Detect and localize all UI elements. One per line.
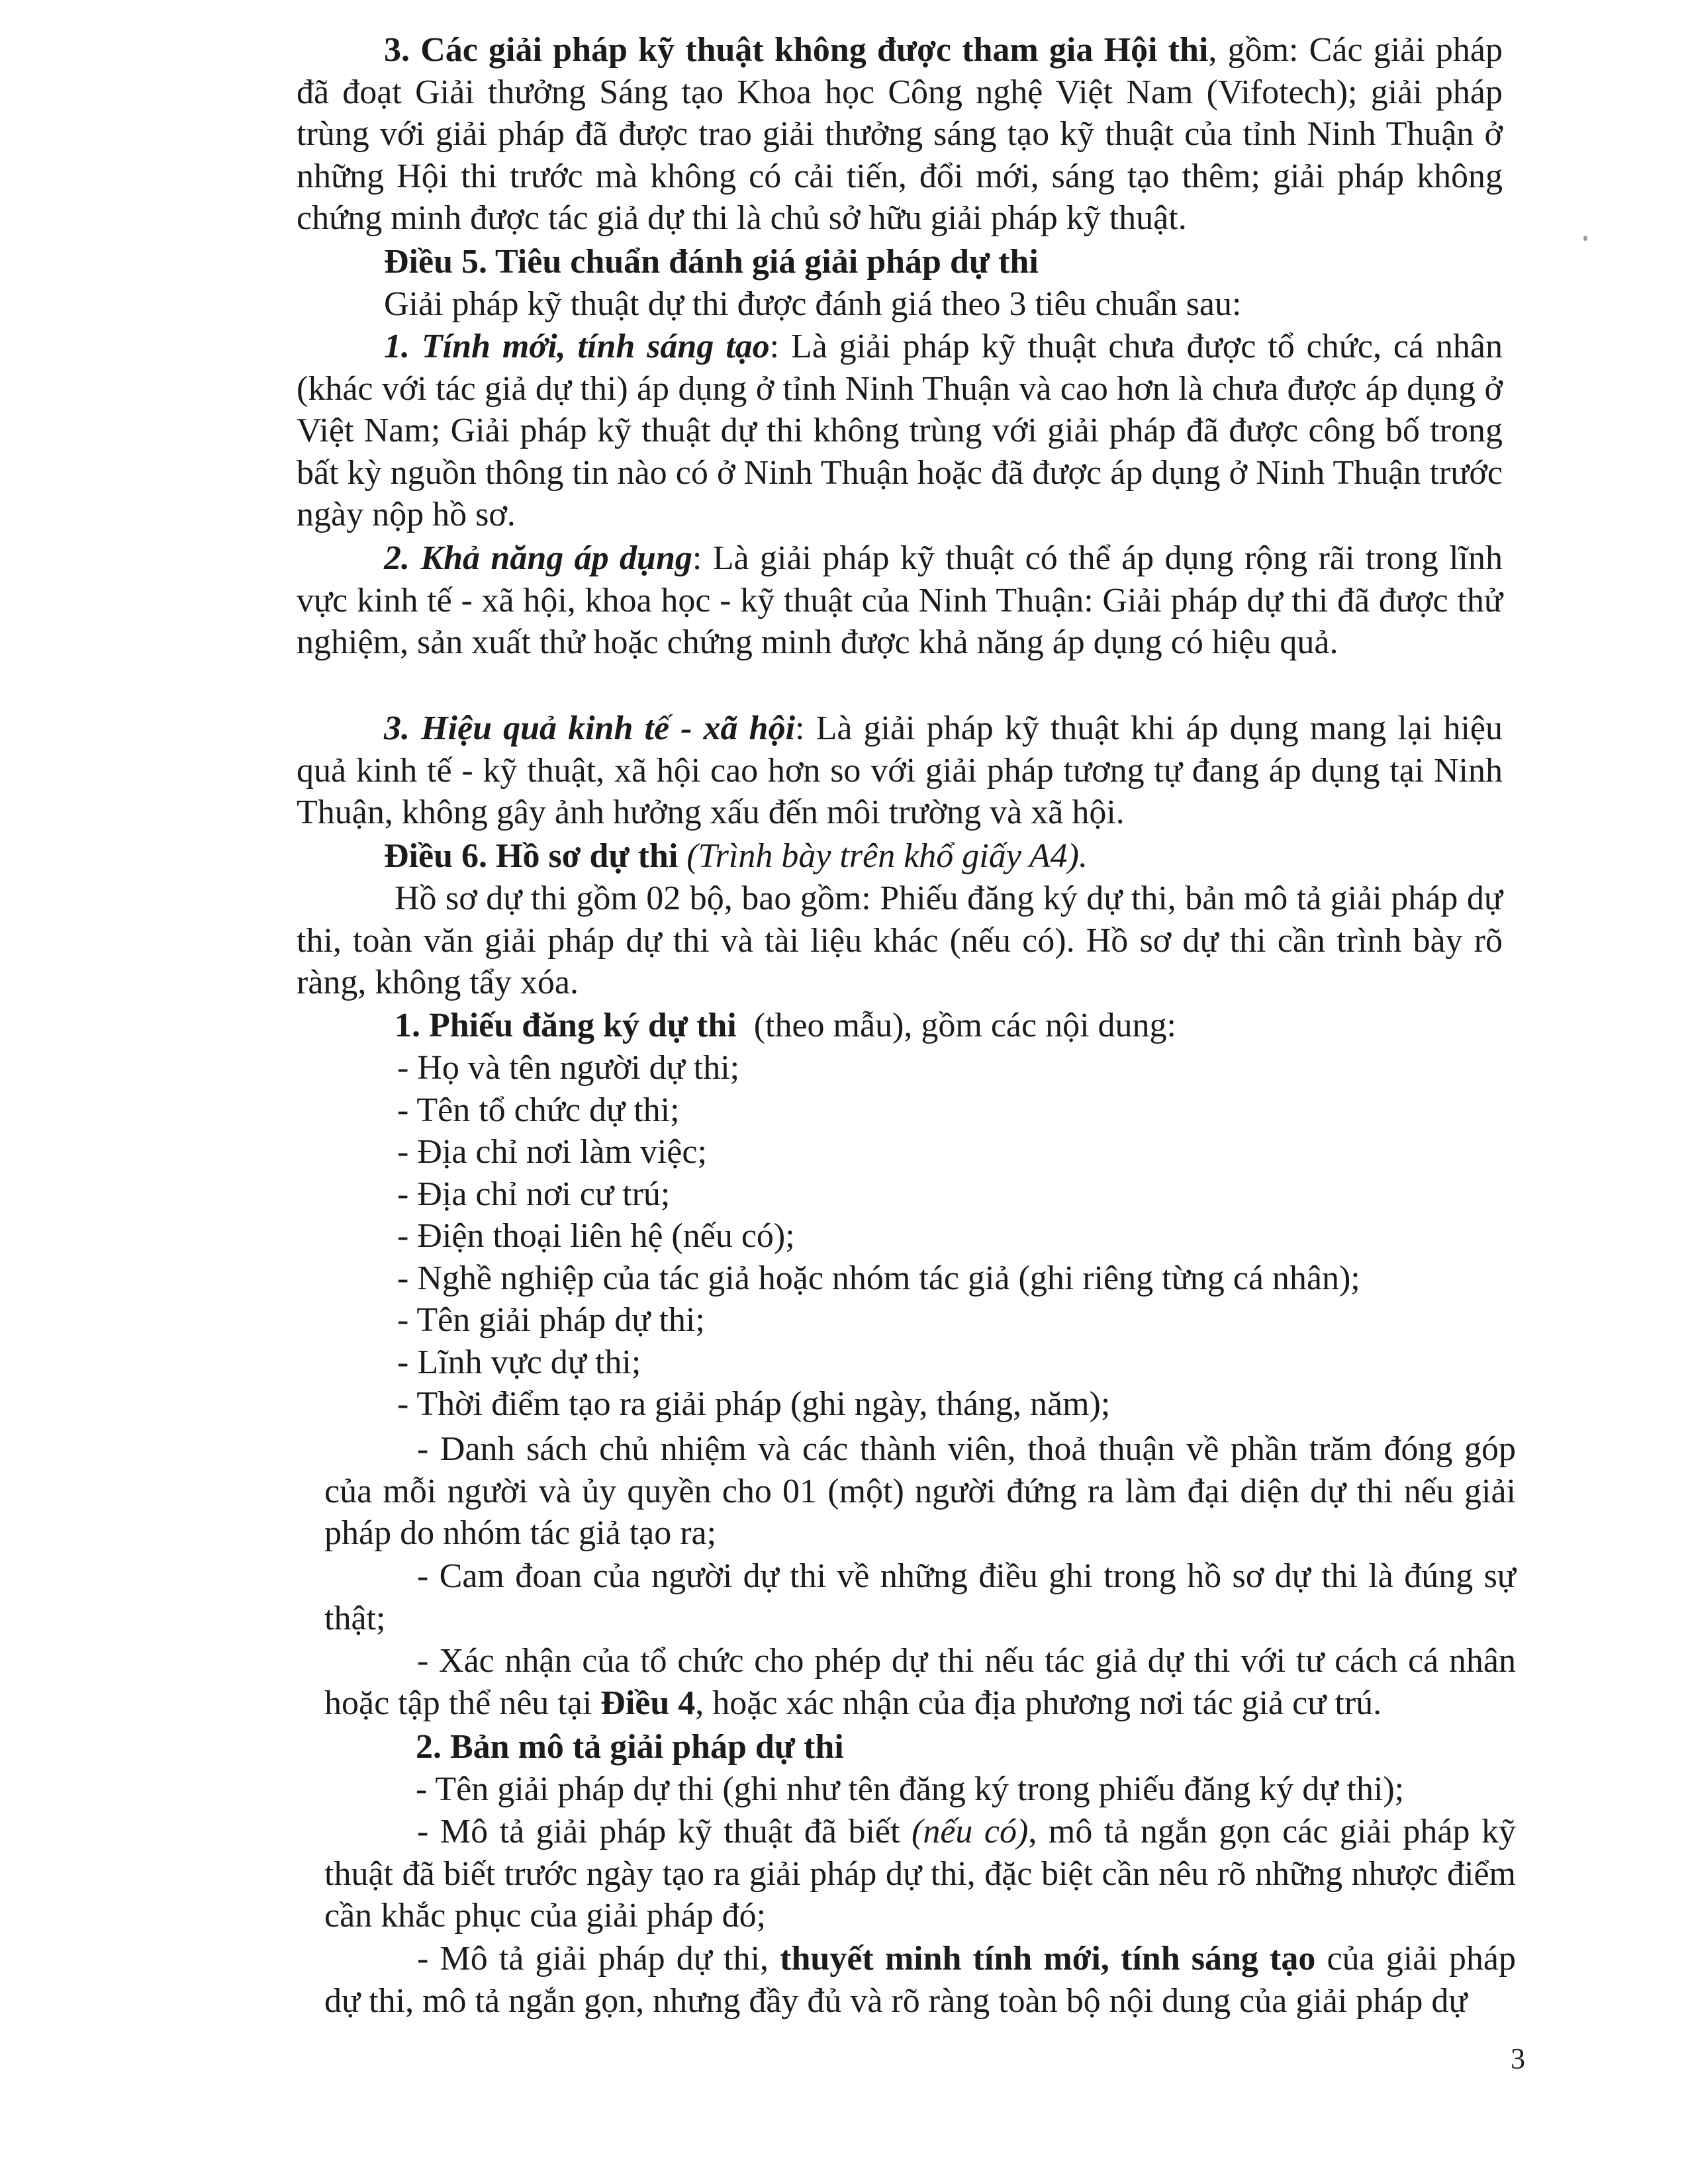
criterion-1-label: 1. Tính mới, tính sáng tạo xyxy=(384,328,770,365)
part2-item-3: - Mô tả giải pháp dự thi, thuyết minh tính mới, tính sáng tạo của giải pháp dự thi, mô tả ngắn gọn, nhưng đầy đủ và rõ ràng toàn bộ nội dung của giải pháp dự xyxy=(324,1940,1516,2020)
item-danh-sach: - Danh sách chủ nhiệm và các thành viên, thoả thuận về phần trăm đóng góp của mỗi người và ủy quyền cho 01 (một) người đứng ra làm đại diện dự thi nếu giải pháp do nhóm tác giả tạo ra; xyxy=(324,1430,1516,1552)
scan-speck xyxy=(1583,236,1587,241)
part1-heading xyxy=(395,1005,1520,1047)
dieu4-reference: Điều 4 xyxy=(600,1684,696,1722)
criterion-2-paragraph xyxy=(297,537,1503,664)
criterion-2-text: : Là giải pháp kỹ thuật có thể áp dụng rộng rãi trong lĩnh vực kinh tế - xã hội, khoa học - kỹ thuật của Ninh Thuận: Giải pháp dự thi đã được thử nghiệm, sản xuất thử hoặc chứng minh được khả năng áp dụng có hiệu quả. xyxy=(297,539,1503,661)
part2-item-1: - Tên giải pháp dự thi (ghi như tên đăng ký trong phiếu đăng ký dự thi); xyxy=(416,1770,1405,1808)
list-item: - Thời điểm tạo ra giải pháp (ghi ngày, tháng, năm); xyxy=(397,1385,1111,1423)
dieu6-title-text: Điều 6. Hồ sơ dự thi xyxy=(384,837,679,875)
dieu6-title xyxy=(384,835,1503,878)
page-number: 3 xyxy=(1511,2042,1525,2075)
part1-text: (theo mẫu), gồm các nội dung: xyxy=(736,1007,1176,1044)
list-item: - Tên tổ chức dự thi; xyxy=(397,1091,680,1129)
part1-list xyxy=(397,1047,1523,1426)
dieu5-intro: Giải pháp kỹ thuật dự thi được đánh giá theo 3 tiêu chuẩn sau: xyxy=(384,285,1242,323)
part1-label: 1. Phiếu đăng ký dự thi xyxy=(395,1007,737,1044)
criterion-2-label: 2. Khả năng áp dụng xyxy=(384,539,692,577)
item-xac-nhan: - Xác nhận của tổ chức cho phép dự thi nếu tác giả dự thi với tư cách cá nhân hoặc tập thể nêu tại Điều 4, hoặc xác nhận của địa phương nơi tác giả cư trú. xyxy=(324,1642,1516,1722)
dieu5-title: Điều 5. Tiêu chuẩn đánh giá giải pháp dự thi xyxy=(384,243,1039,281)
list-item: - Lĩnh vực dự thi; xyxy=(397,1343,641,1381)
dieu6-intro: Hồ sơ dự thi gồm 02 bộ, bao gồm: Phiếu đăng ký dự thi, bản mô tả giải pháp dự thi, toàn văn giải pháp dự thi và tài liệu khác (nếu có). Hồ sơ dự thi cần trình bày rõ ràng, không tẩy xóa. xyxy=(297,880,1503,1001)
section3-paragraph xyxy=(297,29,1503,240)
list-item: - Nghề nghiệp của tác giả hoặc nhóm tác giả (ghi riêng từng cá nhân); xyxy=(397,1259,1360,1297)
list-item: - Tên giải pháp dự thi; xyxy=(397,1301,705,1339)
list-item: - Địa chỉ nơi làm việc; xyxy=(397,1133,707,1171)
section3-text: , gồm: Các giải pháp đã đoạt Giải thưởng Sáng tạo Khoa học Công nghệ Việt Nam (Vifotech); giải pháp trùng với giải pháp đã được trao giải thưởng sáng tạo kỹ thuật của tỉnh Ninh Thuận ở những Hội thi trước mà không có cải tiến, đổi mới, sáng tạo thêm; giải pháp không chứng minh được tác giả dự thi là chủ sở hữu giải pháp kỹ thuật. xyxy=(297,31,1503,237)
part2-item-2: - Mô tả giải pháp kỹ thuật đã biết (nếu có), mô tả ngắn gọn các giải pháp kỹ thuật đã biết trước ngày tạo ra giải pháp dự thi, đặc biệt cần nêu rõ những nhược điểm cần khắc phục của giải pháp đó; xyxy=(324,1813,1516,1934)
criterion-1-text: : Là giải pháp kỹ thuật chưa được tổ chức, cá nhân (khác với tác giả dự thi) áp dụng ở tỉnh Ninh Thuận và cao hơn là chưa được áp dụng ở Việt Nam; Giải pháp kỹ thuật dự thi không trùng với giải pháp đã được công bố trong bất kỳ nguồn thông tin nào có ở Ninh Thuận hoặc đã được áp dụng ở Ninh Thuận trước ngày nộp hồ sơ. xyxy=(297,328,1503,533)
criterion-3-label: 3. Hiệu quả kinh tế - xã hội xyxy=(384,709,796,747)
list-item: - Họ và tên người dự thi; xyxy=(397,1049,740,1087)
list-item: - Địa chỉ nơi cư trú; xyxy=(397,1175,671,1213)
item-cam-doan: - Cam đoan của người dự thi về những điều ghi trong hồ sơ dự thi là đúng sự thật; xyxy=(324,1557,1516,1637)
criterion-3-text: : Là giải pháp kỹ thuật khi áp dụng mang lại hiệu quả kinh tế - kỹ thuật, xã hội cao hơn so với giải pháp tương tự đang áp dụng tại Ninh Thuận, không gây ảnh hưởng xấu đến môi trường và xã hội. xyxy=(297,709,1503,831)
list-item: - Điện thoại liên hệ (nếu có); xyxy=(397,1217,795,1255)
section3-heading: 3. Các giải pháp kỹ thuật không được tham gia Hội thi xyxy=(384,31,1209,69)
criterion-1-paragraph xyxy=(297,326,1503,536)
dieu6-title-note: (Trình bày trên khổ giấy A4). xyxy=(686,837,1088,875)
part2-heading: 2. Bản mô tả giải pháp dự thi xyxy=(416,1728,844,1766)
criterion-3-paragraph xyxy=(297,707,1503,834)
